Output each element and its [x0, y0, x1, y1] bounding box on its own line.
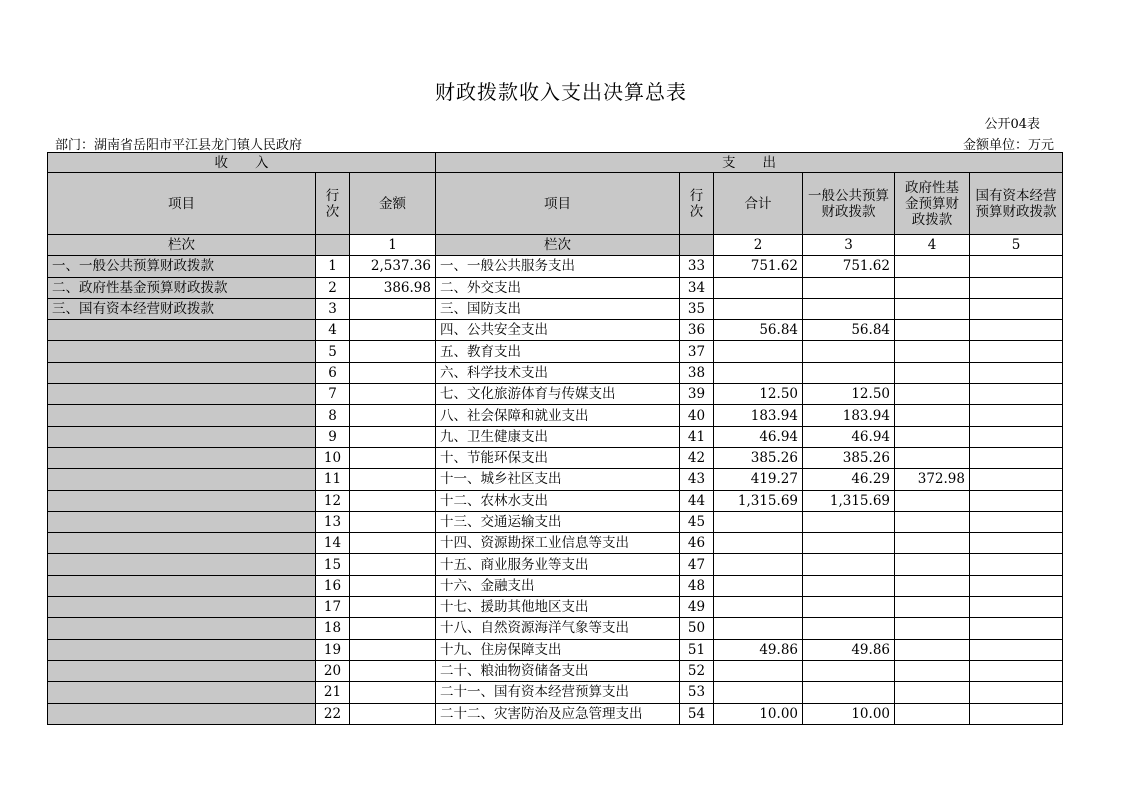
- table-row: [48, 533, 1063, 554]
- total-cell: 385.26: [714, 447, 803, 468]
- gov-fund-cell: [895, 575, 970, 596]
- total-cell: 10.00: [714, 703, 803, 724]
- income-item-cell: [48, 597, 316, 618]
- column-index-label: 栏次: [436, 235, 680, 256]
- expense-line-no-cell: 39: [680, 384, 714, 405]
- form-number: 公开04表: [984, 117, 1040, 132]
- table-row: [48, 618, 1063, 639]
- income-amount-cell: [350, 533, 436, 554]
- table-row: [48, 639, 1063, 660]
- expense-item-cell: 五、教育支出: [436, 341, 680, 362]
- expense-item-cell: 十七、援助其他地区支出: [436, 597, 680, 618]
- income-amount-cell: 386.98: [350, 277, 436, 298]
- general-budget-cell: [803, 533, 895, 554]
- expense-item-cell: 十四、资源勘探工业信息等支出: [436, 533, 680, 554]
- income-item-cell: [48, 703, 316, 724]
- gov-fund-cell: [895, 298, 970, 319]
- expense-item-cell: 二十二、灾害防治及应急管理支出: [436, 703, 680, 724]
- table-row: [48, 490, 1063, 511]
- table-row: [48, 447, 1063, 468]
- expense-item-cell: 十五、商业服务业等支出: [436, 554, 680, 575]
- total-cell: [714, 533, 803, 554]
- state-capital-cell: [970, 405, 1063, 426]
- general-budget-cell: 12.50: [803, 384, 895, 405]
- income-amount-cell: [350, 447, 436, 468]
- column-index-number: 1: [350, 235, 436, 256]
- amount-unit-label: 金额单位：万元: [962, 138, 1054, 153]
- general-budget-cell: [803, 618, 895, 639]
- state-capital-cell: [970, 575, 1063, 596]
- table-row: [48, 469, 1063, 490]
- expense-line-no-cell: 42: [680, 447, 714, 468]
- income-amount-cell: [350, 554, 436, 575]
- expense-item-cell: 一、一般公共服务支出: [436, 256, 680, 277]
- expense-line-no-cell: 52: [680, 660, 714, 681]
- income-line-no-cell: 14: [316, 533, 350, 554]
- general-budget-cell: 1,315.69: [803, 490, 895, 511]
- gov-fund-cell: [895, 426, 970, 447]
- expense-line-no-cell: 43: [680, 469, 714, 490]
- table-row: [48, 384, 1063, 405]
- expense-line-no-cell: 47: [680, 554, 714, 575]
- state-capital-cell: [970, 554, 1063, 575]
- column-index-number: 5: [970, 235, 1063, 256]
- total-cell: [714, 341, 803, 362]
- total-cell: 56.84: [714, 320, 803, 341]
- general-budget-cell: 751.62: [803, 256, 895, 277]
- total-cell: [714, 682, 803, 703]
- expense-line-no-cell: 40: [680, 405, 714, 426]
- table-row: [48, 660, 1063, 681]
- income-line-no-cell: 2: [316, 277, 350, 298]
- income-line-no-cell: 3: [316, 298, 350, 319]
- expense-item-cell: 十二、农林水支出: [436, 490, 680, 511]
- expense-line-no-cell: 50: [680, 618, 714, 639]
- state-capital-cell: [970, 490, 1063, 511]
- income-amount-cell: [350, 575, 436, 596]
- income-amount-cell: [350, 490, 436, 511]
- income-item-cell: [48, 426, 316, 447]
- expense-line-no-cell: 33: [680, 256, 714, 277]
- state-capital-cell: [970, 682, 1063, 703]
- income-item-cell: [48, 384, 316, 405]
- total-cell: 1,315.69: [714, 490, 803, 511]
- expense-item-cell: 七、文化旅游体育与传媒支出: [436, 384, 680, 405]
- income-line-no-cell: 1: [316, 256, 350, 277]
- income-amount-cell: [350, 597, 436, 618]
- general-budget-cell: 46.94: [803, 426, 895, 447]
- expense-line-no-cell: 54: [680, 703, 714, 724]
- expense-section-header: 支 出: [436, 153, 1063, 173]
- total-cell: 751.62: [714, 256, 803, 277]
- gov-fund-cell: [895, 405, 970, 426]
- table-row: [48, 554, 1063, 575]
- gov-fund-cell: [895, 447, 970, 468]
- expense-item-cell: 六、科学技术支出: [436, 362, 680, 383]
- general-budget-cell: [803, 298, 895, 319]
- income-amount-cell: [350, 511, 436, 532]
- state-capital-cell: [970, 533, 1063, 554]
- income-amount-cell: [350, 618, 436, 639]
- general-budget-cell: [803, 597, 895, 618]
- expense-line-no-header: 行次: [680, 173, 714, 235]
- income-section-header: 收 入: [48, 153, 436, 173]
- gov-fund-cell: [895, 362, 970, 383]
- table-row: [48, 426, 1063, 447]
- expense-item-cell: 十、节能环保支出: [436, 447, 680, 468]
- income-item-cell: [48, 682, 316, 703]
- income-item-cell: 二、政府性基金预算财政拨款: [48, 277, 316, 298]
- income-line-no-cell: 11: [316, 469, 350, 490]
- table-row: [48, 256, 1063, 277]
- income-amount-cell: [350, 639, 436, 660]
- general-budget-cell: 10.00: [803, 703, 895, 724]
- expense-line-no-cell: 41: [680, 426, 714, 447]
- expense-item-cell: 四、公共安全支出: [436, 320, 680, 341]
- expense-item-cell: 二十一、国有资本经营预算支出: [436, 682, 680, 703]
- state-capital-header: 国有资本经营预算财政拨款: [970, 173, 1063, 235]
- gov-fund-cell: [895, 682, 970, 703]
- income-item-cell: [48, 362, 316, 383]
- total-cell: 419.27: [714, 469, 803, 490]
- expense-line-no-cell: 48: [680, 575, 714, 596]
- expense-line-no-cell: 36: [680, 320, 714, 341]
- column-index-cell: [316, 235, 350, 256]
- income-line-no-cell: 10: [316, 447, 350, 468]
- gov-fund-cell: [895, 320, 970, 341]
- state-capital-cell: [970, 362, 1063, 383]
- state-capital-cell: [970, 511, 1063, 532]
- gov-fund-cell: [895, 533, 970, 554]
- income-amount-header: 金额: [350, 173, 436, 235]
- income-line-no-cell: 12: [316, 490, 350, 511]
- table-row: [48, 511, 1063, 532]
- total-cell: [714, 554, 803, 575]
- income-item-cell: [48, 554, 316, 575]
- column-index-number: 3: [803, 235, 895, 256]
- expense-item-cell: 十三、交通运输支出: [436, 511, 680, 532]
- income-item-cell: [48, 575, 316, 596]
- income-amount-cell: [350, 682, 436, 703]
- income-line-no-cell: 8: [316, 405, 350, 426]
- expense-item-cell: 十六、金融支出: [436, 575, 680, 596]
- general-budget-cell: [803, 511, 895, 532]
- income-item-cell: [48, 469, 316, 490]
- general-budget-cell: [803, 277, 895, 298]
- income-item-cell: 一、一般公共预算财政拨款: [48, 256, 316, 277]
- expense-item-cell: 十九、住房保障支出: [436, 639, 680, 660]
- income-amount-cell: 2,537.36: [350, 256, 436, 277]
- income-item-cell: [48, 490, 316, 511]
- state-capital-cell: [970, 447, 1063, 468]
- general-budget-cell: 46.29: [803, 469, 895, 490]
- state-capital-cell: [970, 639, 1063, 660]
- state-capital-cell: [970, 469, 1063, 490]
- general-budget-cell: [803, 682, 895, 703]
- gov-fund-cell: [895, 597, 970, 618]
- column-index-number: 4: [895, 235, 970, 256]
- general-budget-cell: [803, 575, 895, 596]
- table-row: [48, 298, 1063, 319]
- expense-item-cell: 十八、自然资源海洋气象等支出: [436, 618, 680, 639]
- total-cell: [714, 618, 803, 639]
- general-budget-header: 一般公共预算财政拨款: [803, 173, 895, 235]
- state-capital-cell: [970, 597, 1063, 618]
- expense-line-no-cell: 35: [680, 298, 714, 319]
- gov-fund-cell: 372.98: [895, 469, 970, 490]
- expense-line-no-cell: 49: [680, 597, 714, 618]
- state-capital-cell: [970, 703, 1063, 724]
- state-capital-cell: [970, 384, 1063, 405]
- income-item-cell: [48, 533, 316, 554]
- income-line-no-cell: 15: [316, 554, 350, 575]
- gov-fund-cell: [895, 384, 970, 405]
- income-amount-cell: [350, 469, 436, 490]
- state-capital-cell: [970, 618, 1063, 639]
- column-index-cell: [680, 235, 714, 256]
- total-cell: [714, 511, 803, 532]
- income-item-cell: [48, 660, 316, 681]
- expense-item-header: 项目: [436, 173, 680, 235]
- income-line-no-cell: 21: [316, 682, 350, 703]
- income-line-no-cell: 19: [316, 639, 350, 660]
- income-line-no-cell: 22: [316, 703, 350, 724]
- gov-fund-cell: [895, 660, 970, 681]
- gov-fund-cell: [895, 341, 970, 362]
- gov-fund-cell: [895, 554, 970, 575]
- table-row: [48, 320, 1063, 341]
- income-item-header: 项目: [48, 173, 316, 235]
- total-cell: [714, 660, 803, 681]
- expense-line-no-cell: 45: [680, 511, 714, 532]
- total-cell: 183.94: [714, 405, 803, 426]
- gov-fund-cell: [895, 703, 970, 724]
- expense-item-cell: 九、卫生健康支出: [436, 426, 680, 447]
- income-line-no-cell: 5: [316, 341, 350, 362]
- expense-line-no-cell: 44: [680, 490, 714, 511]
- income-amount-cell: [350, 298, 436, 319]
- expense-line-no-cell: 51: [680, 639, 714, 660]
- state-capital-cell: [970, 426, 1063, 447]
- state-capital-cell: [970, 660, 1063, 681]
- total-cell: [714, 362, 803, 383]
- expense-item-cell: 十一、城乡社区支出: [436, 469, 680, 490]
- income-amount-cell: [350, 341, 436, 362]
- table-row: [48, 575, 1063, 596]
- column-index-label: 栏次: [48, 235, 316, 256]
- expense-item-cell: 三、国防支出: [436, 298, 680, 319]
- expense-line-no-cell: 37: [680, 341, 714, 362]
- income-line-no-cell: 20: [316, 660, 350, 681]
- gov-fund-cell: [895, 256, 970, 277]
- income-item-cell: [48, 405, 316, 426]
- column-index-number: 2: [714, 235, 803, 256]
- general-budget-cell: [803, 660, 895, 681]
- income-amount-cell: [350, 660, 436, 681]
- total-cell: [714, 277, 803, 298]
- state-capital-cell: [970, 277, 1063, 298]
- general-budget-cell: [803, 362, 895, 383]
- expense-item-cell: 八、社会保障和就业支出: [436, 405, 680, 426]
- table-row: [48, 682, 1063, 703]
- state-capital-cell: [970, 298, 1063, 319]
- income-amount-cell: [350, 362, 436, 383]
- income-line-no-cell: 13: [316, 511, 350, 532]
- income-item-cell: [48, 511, 316, 532]
- expense-item-cell: 二、外交支出: [436, 277, 680, 298]
- income-line-no-cell: 17: [316, 597, 350, 618]
- gov-fund-cell: [895, 639, 970, 660]
- general-budget-cell: 183.94: [803, 405, 895, 426]
- income-amount-cell: [350, 426, 436, 447]
- table-row: [48, 277, 1063, 298]
- state-capital-cell: [970, 341, 1063, 362]
- general-budget-cell: [803, 554, 895, 575]
- general-budget-cell: 49.86: [803, 639, 895, 660]
- income-item-cell: [48, 320, 316, 341]
- income-item-cell: [48, 639, 316, 660]
- state-capital-cell: [970, 320, 1063, 341]
- income-amount-cell: [350, 384, 436, 405]
- total-cell: [714, 298, 803, 319]
- income-item-cell: 三、国有资本经营财政拨款: [48, 298, 316, 319]
- income-line-no-cell: 18: [316, 618, 350, 639]
- income-item-cell: [48, 447, 316, 468]
- income-item-cell: [48, 341, 316, 362]
- total-header: 合计: [714, 173, 803, 235]
- table-row: [48, 341, 1063, 362]
- income-amount-cell: [350, 405, 436, 426]
- income-line-no-cell: 4: [316, 320, 350, 341]
- budget-table: [47, 152, 1063, 725]
- total-cell: 49.86: [714, 639, 803, 660]
- table-row: [48, 405, 1063, 426]
- expense-line-no-cell: 53: [680, 682, 714, 703]
- expense-line-no-cell: 34: [680, 277, 714, 298]
- general-budget-cell: 385.26: [803, 447, 895, 468]
- income-item-cell: [48, 618, 316, 639]
- page-title: 财政拨款收入支出决算总表: [435, 80, 687, 104]
- department-label: 部门：湖南省岳阳市平江县龙门镇人民政府: [55, 138, 303, 153]
- gov-fund-header: 政府性基金预算财政拨款: [895, 173, 970, 235]
- gov-fund-cell: [895, 618, 970, 639]
- gov-fund-cell: [895, 277, 970, 298]
- gov-fund-cell: [895, 490, 970, 511]
- state-capital-cell: [970, 256, 1063, 277]
- income-line-no-header: 行次: [316, 173, 350, 235]
- total-cell: [714, 575, 803, 596]
- gov-fund-cell: [895, 511, 970, 532]
- income-line-no-cell: 7: [316, 384, 350, 405]
- income-amount-cell: [350, 320, 436, 341]
- income-line-no-cell: 9: [316, 426, 350, 447]
- general-budget-cell: 56.84: [803, 320, 895, 341]
- expense-line-no-cell: 46: [680, 533, 714, 554]
- table-row: [48, 597, 1063, 618]
- total-cell: 46.94: [714, 426, 803, 447]
- income-line-no-cell: 6: [316, 362, 350, 383]
- total-cell: 12.50: [714, 384, 803, 405]
- table-row: [48, 703, 1063, 724]
- table-row: [48, 362, 1063, 383]
- income-amount-cell: [350, 703, 436, 724]
- expense-line-no-cell: 38: [680, 362, 714, 383]
- expense-item-cell: 二十、粮油物资储备支出: [436, 660, 680, 681]
- income-line-no-cell: 16: [316, 575, 350, 596]
- total-cell: [714, 597, 803, 618]
- general-budget-cell: [803, 341, 895, 362]
